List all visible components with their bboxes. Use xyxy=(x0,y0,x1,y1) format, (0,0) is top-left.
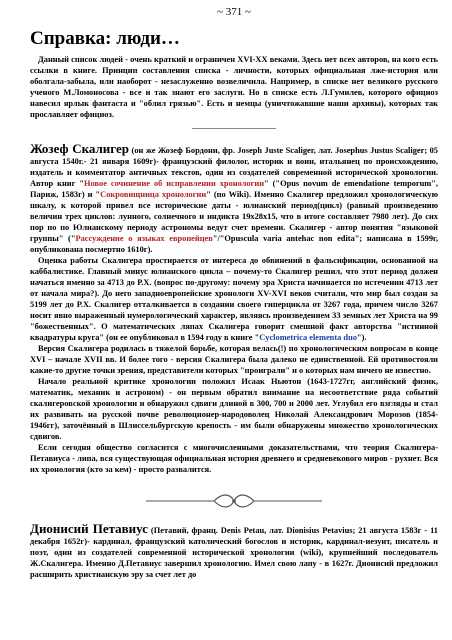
person-name: Жозеф Скалигер xyxy=(30,141,130,156)
book-link[interactable]: Cyclometrica elementa duo xyxy=(259,333,357,342)
entry-paragraph xyxy=(30,255,438,343)
intro-paragraph: Данный список людей - очень краткий и ограничен XVI-XX веками. Здесь нет всех авторов, на кого есть ссылки в книге. Принцип составления списка - личности, которых официальная лже-история или оболгала-забыла, или наоборот - незаслуженно возвеличила. Например, в списке нет великого русского ученого М.Ломоносова - все и так знают его заслуги. Но в списке есть Л.Гумилев, которого официоз навесил ярлык фантаста и "облил грязью". Есть и немцы (уничтожавшие наши архивы), которых так прославляет официоз. xyxy=(30,55,438,119)
book-link[interactable]: Сокровищница хронологии xyxy=(100,190,207,199)
entry-heading xyxy=(30,523,438,580)
page-title: Справка: люди… xyxy=(30,28,180,49)
separator-line xyxy=(192,128,276,129)
entry-scaliger xyxy=(30,143,438,475)
entry-text: Оценка работы Скалигера простирается от интереса до обвинений в фальсификации, основанной на каббалистике. Главный минус юлианского цикла – почему-то Скалигер решил, что этот период должен начаться именно за 4713 до Р.Х. (вопрос по-другому: почему эра Христа начинается по истечении 4713 лет от начала мира?). До него западноевропейские хронологи XV-XVI веков считали, что мир был создан за 5199 лет до Р.Х. Скалигер отталкивается в создании своего гиперцикла от 3267 года, причем число 3267 носит явно выраженный нумерологический характер, являясь произведением 33 земных лет Христа на 99 "божественных". О математических ляпах Скалигера говорит смешной факт авторства "истинной квадратуры круга" (он ее опубликовал в 1594 году в книге " xyxy=(30,256,438,342)
entry-petavius xyxy=(30,523,438,580)
person-name: Дионисий Петавиус xyxy=(30,521,149,536)
page-number: ~ 371 ~ xyxy=(217,6,251,18)
entry-paragraph: Начало реальной критике хронологии положил Исаак Ньютон (1643-1727гг, английский физик, математик, механик и астроном) - он первым обратил внимание на несоответствие ряда событий скалигеровской хронологии и обнаружил сдвиги длиной в 300, 700 и 2000 лет. Углубил его взгляды и стал их развивать на русской почве революционер-народоволец Николай Александрович Морозов (1854-1946гг), заточённый в Шлиссельбургскую крепость - им были обнаружены множество хронологических сдвигов. xyxy=(30,377,438,441)
book-link[interactable]: Рассуждение о языках европейцев xyxy=(75,234,213,243)
entry-text: " ("Opus novum de emendatione temporum", Париж, 1583г) и " xyxy=(30,179,439,199)
entry-paragraph: Если сегодня общество согласится с многочисленными доказательствами, что теория Скалигера-Петавиуса - липа, вся существующая официальная история древнего и средневекового миров - рухнет. Вся их хронология (кто за кем) - просто развалится. xyxy=(30,443,438,474)
book-link[interactable]: Новое сочинение об исправлении хронологии xyxy=(84,179,265,188)
entry-paragraph: Версия Скалигера родилась в тяжелой борьбе, которая велась(!) по хронологическим вопросам в конце XVI – начале XVII вв. И более того - версия Скалигера была далеко не единственной. Ей противостояли какие-то другие точки зрения, представители которых "проиграли" и о которых нам ничего не известно. xyxy=(30,344,438,375)
entry-text: "). xyxy=(356,333,367,342)
entry-text: (Петавий, франц. Denis Petau, лат. Dionisius Petavius; 21 августа 1583г - 11 декабря 1652г)- кардинал, французский католический богослов и историк, кардинал-иезуит, писатель и поэт, один из создателей современной исторической хронологии (wiki), крупнейший последователь Ж.Скалигера. Именно Д.Петавиус завершил хронологию. Имел свою лапу - в 1627г. Дионисий предложил расширить христианскую эру за счет лет до xyxy=(30,526,438,579)
entry-text: " (по Wiki). Именно Скалигер предложил хронологическую шкалу, к которой привел все исторические даты - юлианский период(цикл) (равный произведению величин трех циклов: лунного, солнечного и индикта 19х28х15, что в итоге составляет 7980 лет). До сих пор по по Юлианскому периоду астрономы ведут счет времени. Скалигер - автор понятия "языковой группы" (" xyxy=(30,190,438,243)
entry-heading xyxy=(30,143,438,255)
entry-text: (он же Жозеф Бордони, фр. Joseph Juste Scaliger, лат. Josephus Justus Scaliger; 05 августа 1540г.- 21 января 1609г)- французский филолог, историк и воин, итальянец по происхождению, издатель и комментатор античных текстов, один из создателей современной исторической хронологии. Автор книг " xyxy=(30,146,438,188)
entry-text: "/"Opuscula varia antehac non edita"; написана в 1599г, опубликована посмертно 1610г). xyxy=(30,234,438,254)
ornament-divider xyxy=(144,493,324,509)
